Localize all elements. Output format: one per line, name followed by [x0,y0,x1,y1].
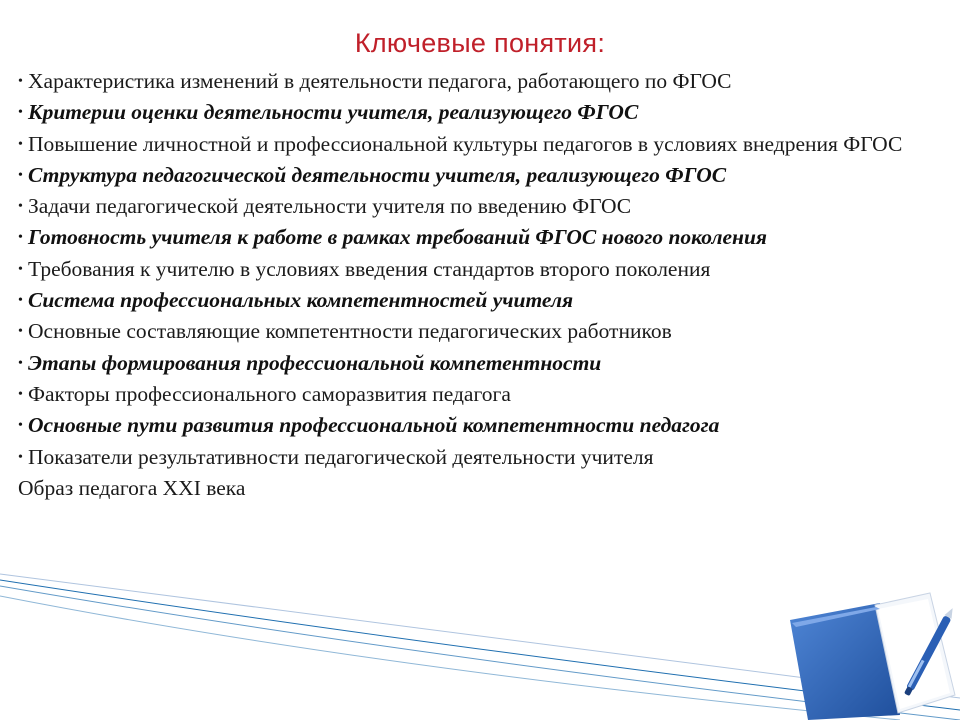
list-item [18,444,943,472]
item-text: Задачи педагогической деятельности учителя по введению ФГОС [28,194,632,219]
list-item [18,193,943,221]
list-item [18,318,943,346]
list-item [18,256,943,284]
item-text: Показатели результативности педагогической деятельности учителя [28,444,654,469]
bullet-icon: • [18,386,23,402]
list-item [18,162,943,190]
item-text: Факторы профессионального саморазвития педагога [28,381,511,406]
list-item [18,412,943,440]
list-item [18,68,943,96]
list-item [18,131,943,159]
bullet-icon: • [18,199,23,215]
item-text: Повышение личностной и профессиональной культуры педагогов в условиях внедрения ФГОС [28,131,903,156]
item-text: Готовность учителя к работе в рамках требований ФГОС нового поколения [28,225,768,250]
concept-list [18,68,943,505]
bullet-icon: • [18,449,23,465]
closing-line: Образ педагога XXI века [18,475,246,500]
item-text: Требования к учителю в условиях введения стандартов второго поколения [28,256,711,281]
bullet-icon: • [18,105,23,121]
bullet-icon: • [18,293,23,309]
bullet-icon: • [18,136,23,152]
item-text: Основные пути развития профессиональной компетентности педагога [28,413,720,438]
item-text: Основные составляющие компетентности педагогических работников [28,319,672,344]
item-text: Этапы формирования профессиональной компетентности [28,350,602,375]
item-text: Характеристика изменений в деятельности педагога, работающего по ФГОС [28,69,732,93]
bullet-icon: • [18,261,23,277]
list-item [18,99,943,127]
bullet-icon: • [18,230,23,246]
item-text: Система профессиональных компетентностей учителя [28,288,574,313]
list-item [18,287,943,315]
list-item [18,224,943,252]
notebook-with-pen-icon [780,585,960,720]
item-text: Структура педагогической деятельности учителя, реализующего ФГОС [28,162,727,187]
bullet-icon: • [18,418,23,434]
item-text: Критерии оценки деятельности учителя, реализующего ФГОС [28,100,639,125]
bullet-icon: • [18,74,23,89]
slide-title: Ключевые понятия: [354,28,606,58]
bullet-icon: • [18,355,23,371]
list-item [18,381,943,409]
list-item [18,350,943,378]
bullet-icon: • [18,167,23,183]
bullet-icon: • [18,324,23,340]
